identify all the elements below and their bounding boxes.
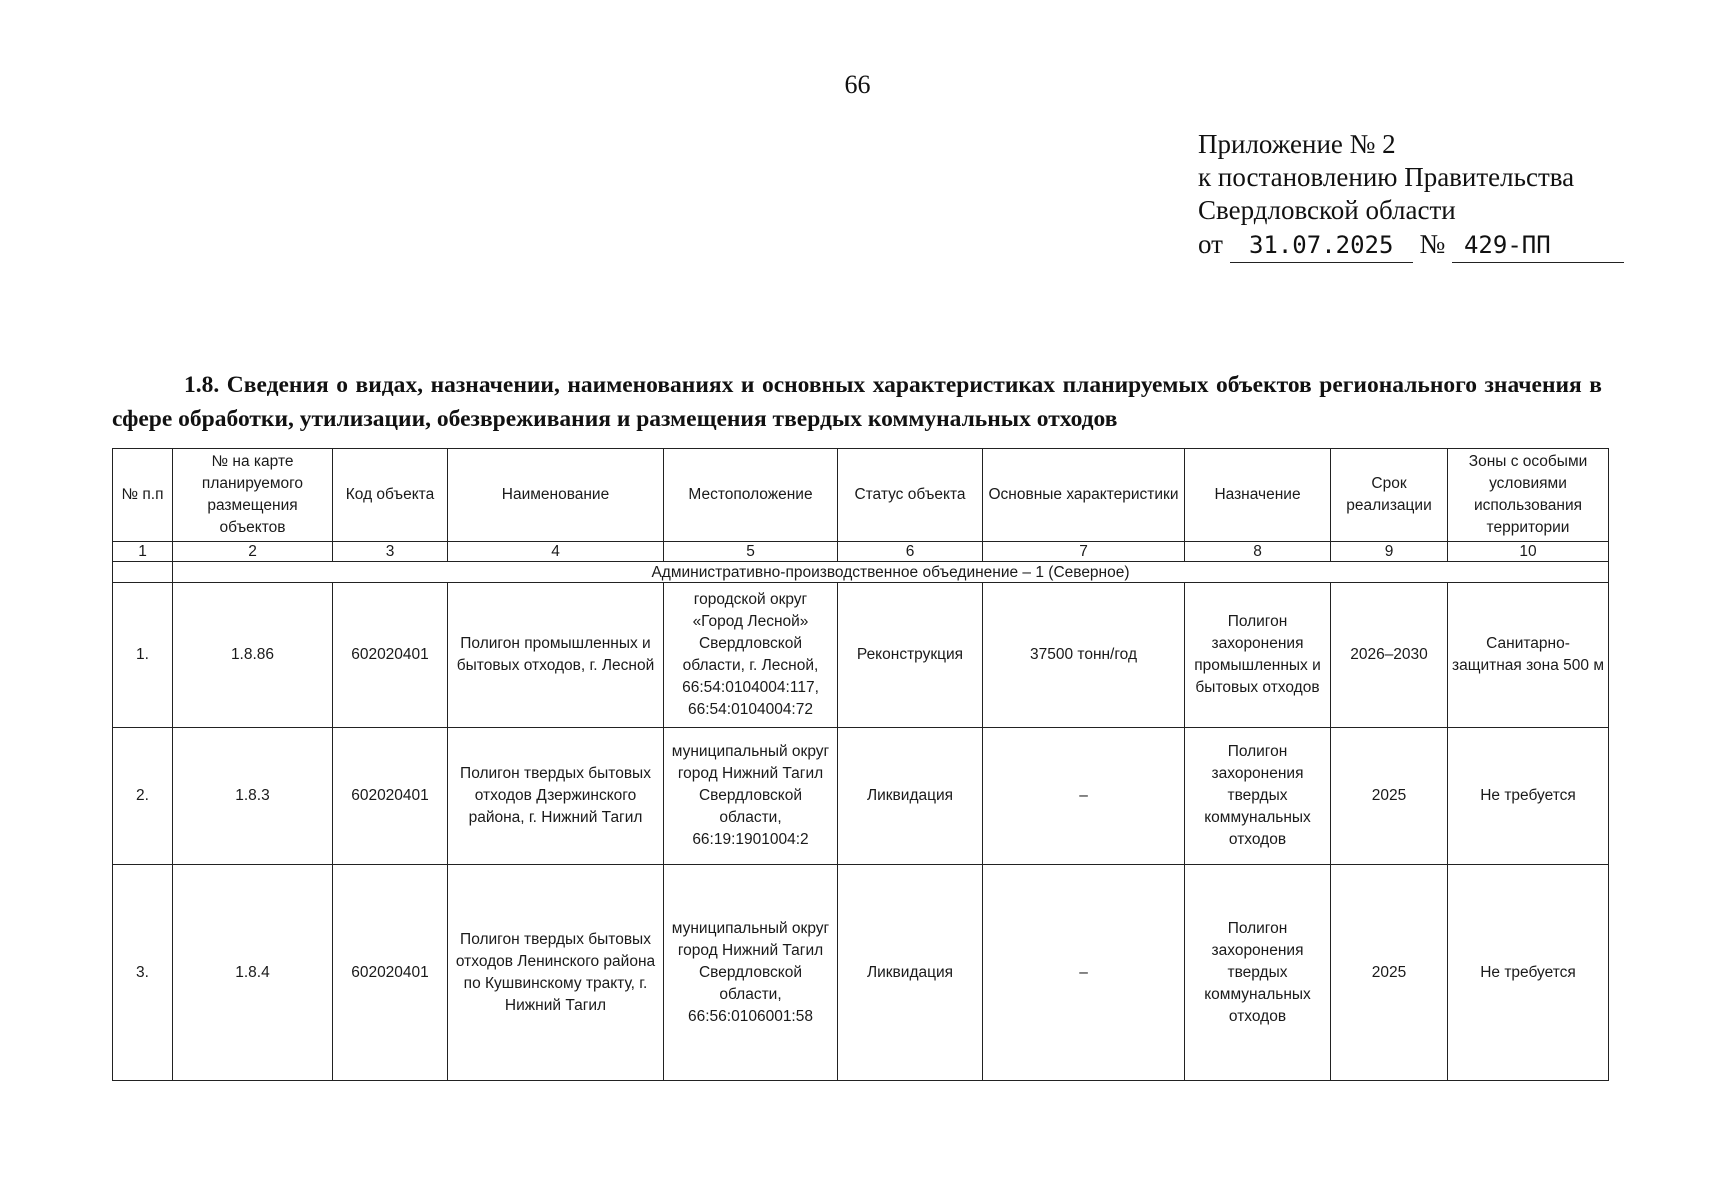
table-cell: –: [983, 728, 1185, 865]
table-cell: Полигон захоронения твердых коммунальных отходов: [1185, 865, 1331, 1081]
header-cell: № на карте планируемого размещения объектов: [173, 449, 333, 542]
appendix-line-3: Свердловской области: [1198, 195, 1456, 225]
section-heading: 1.8. Сведения о видах, назначении, наименованиях и основных характеристиках планируемых объектов регионального значения в сфере обработки, утилизации, обезвреживания и размещения твердых коммунальных отходов: [112, 372, 1602, 432]
table-cell: 2025: [1331, 865, 1448, 1081]
group-spacer-cell: [113, 562, 173, 583]
table-cell: –: [983, 865, 1185, 1081]
table-cell: 2025: [1331, 728, 1448, 865]
table-cell: 602020401: [333, 865, 448, 1081]
table-cell: муниципальный округ город Нижний Тагил Свердловской области, 66:19:1901004:2: [664, 728, 838, 865]
table-cell: 1.8.3: [173, 728, 333, 865]
header-cell: Местоположение: [664, 449, 838, 542]
table-row: [113, 865, 1609, 1081]
table-cell: городской округ «Город Лесной» Свердловской области, г. Лесной, 66:54:0104004:117, 66:54:0104004:72: [664, 583, 838, 728]
group-row: [113, 562, 1609, 583]
table-cell: 3.: [113, 865, 173, 1081]
table-cell: Полигон твердых бытовых отходов Ленинского района по Кушвинскому тракту, г. Нижний Тагил: [448, 865, 664, 1081]
column-number: 9: [1331, 542, 1448, 562]
table-cell: Ликвидация: [838, 728, 983, 865]
objects-table: [112, 448, 1609, 1081]
table-cell: Не требуется: [1448, 728, 1609, 865]
from-label: от: [1198, 229, 1223, 259]
header-cell: Срок реализации: [1331, 449, 1448, 542]
table-cell: 2.: [113, 728, 173, 865]
column-number: 4: [448, 542, 664, 562]
table-cell: 2026–2030: [1331, 583, 1448, 728]
column-number: 1: [113, 542, 173, 562]
column-number: 10: [1448, 542, 1609, 562]
table-row: [113, 728, 1609, 865]
table-cell: Санитарно-защитная зона 500 м: [1448, 583, 1609, 728]
table-cell: Полигон захоронения промышленных и бытовых отходов: [1185, 583, 1331, 728]
table-cell: 602020401: [333, 728, 448, 865]
decree-number: 429-ПП: [1452, 229, 1624, 263]
decree-date: 31.07.2025: [1230, 229, 1413, 263]
header-cell: Статус объекта: [838, 449, 983, 542]
header-cell: Зоны с особыми условиями использования территории: [1448, 449, 1609, 542]
column-number: 8: [1185, 542, 1331, 562]
column-number: 2: [173, 542, 333, 562]
header-cell: Наименование: [448, 449, 664, 542]
page-number: 66: [844, 70, 871, 99]
table-cell: 602020401: [333, 583, 448, 728]
header-cell: Основные характеристики: [983, 449, 1185, 542]
column-number: 6: [838, 542, 983, 562]
group-label: Административно-производственное объединение – 1 (Северное): [173, 562, 1609, 583]
header-row: [113, 449, 1609, 542]
table-row: [113, 583, 1609, 728]
column-number: 5: [664, 542, 838, 562]
table-cell: 37500 тонн/год: [983, 583, 1185, 728]
table-cell: Ликвидация: [838, 865, 983, 1081]
appendix-line-1: Приложение № 2: [1198, 129, 1396, 159]
header-cell: Код объекта: [333, 449, 448, 542]
header-cell: № п.п: [113, 449, 173, 542]
column-number: 7: [983, 542, 1185, 562]
table-cell: 1.8.86: [173, 583, 333, 728]
appendix-block: [1198, 128, 1618, 263]
table-cell: муниципальный округ город Нижний Тагил Свердловской области, 66:56:0106001:58: [664, 865, 838, 1081]
table-cell: 1.: [113, 583, 173, 728]
table-cell: Не требуется: [1448, 865, 1609, 1081]
column-number-row: [113, 542, 1609, 562]
table-cell: Полигон захоронения твердых коммунальных отходов: [1185, 728, 1331, 865]
table-cell: Полигон твердых бытовых отходов Дзержинского района, г. Нижний Тагил: [448, 728, 664, 865]
table-cell: Полигон промышленных и бытовых отходов, г. Лесной: [448, 583, 664, 728]
number-label: №: [1419, 229, 1446, 259]
appendix-line-2: к постановлению Правительства: [1198, 162, 1575, 192]
table-cell: Реконструкция: [838, 583, 983, 728]
column-number: 3: [333, 542, 448, 562]
header-cell: Назначение: [1185, 449, 1331, 542]
appendix-date-line: [1198, 228, 1618, 263]
table-cell: 1.8.4: [173, 865, 333, 1081]
